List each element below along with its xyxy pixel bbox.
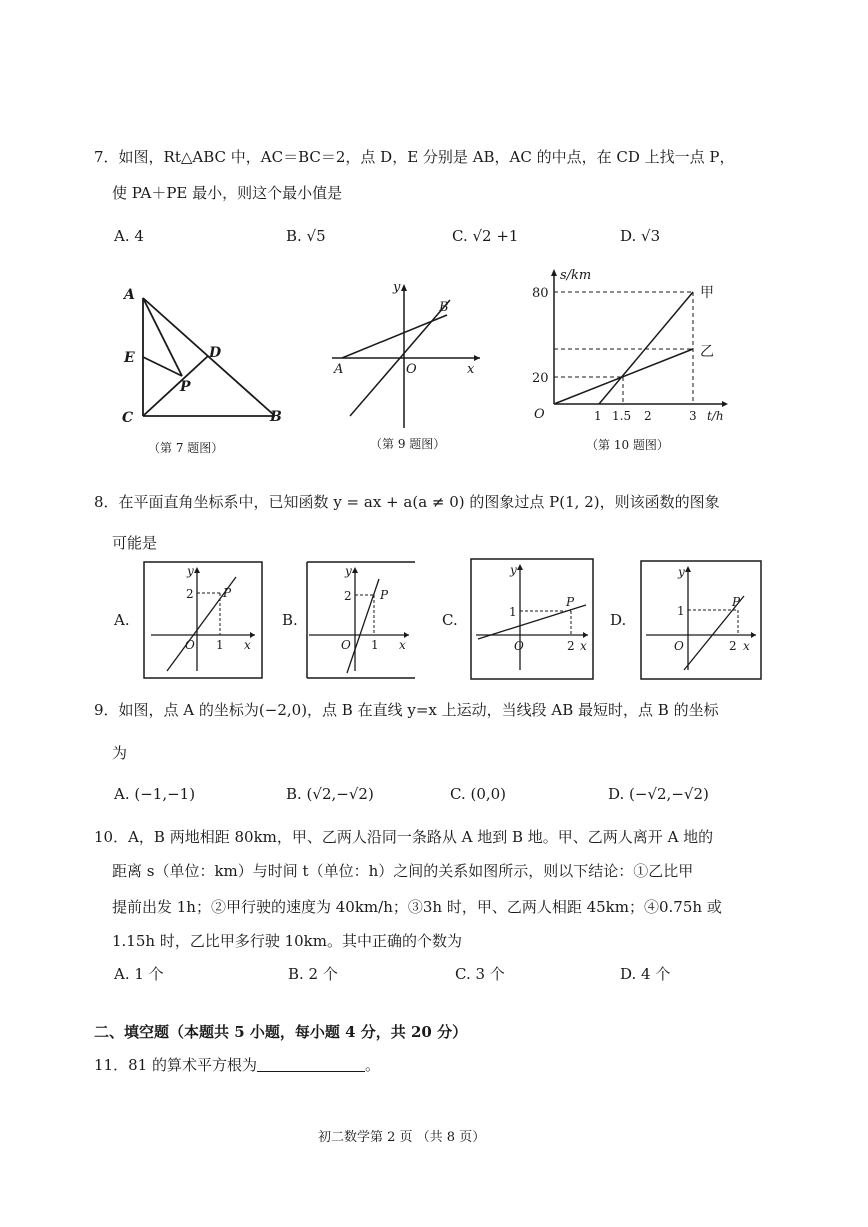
q8a-y-label: y [187, 564, 194, 578]
q8d-o-label: O [674, 639, 684, 653]
q9-line2: 为 [112, 744, 128, 762]
q10-option-c: C. 3 个 [455, 965, 505, 983]
q8-option-d-letter: D. [610, 611, 627, 629]
q8c-x-label: x [580, 639, 587, 653]
fig10-caption: （第 10 题图） [586, 438, 669, 452]
q9-line1: 9．如图，点 A 的坐标为(−2,0)，点 B 在直线 y=x 上运动，当线段 AB 最短时，点 B 的坐标 [94, 701, 719, 719]
fig9-label-x: x [467, 362, 475, 377]
q8-option-c-letter: C. [442, 611, 458, 629]
q7-option-d: D. √3 [620, 227, 661, 245]
page-footer: 初二数学第 2 页 （共 8 页） [318, 1130, 486, 1145]
fig7-label-d: D [209, 345, 222, 361]
fig10-xtick-2: 2 [644, 409, 652, 423]
q8-option-a-graph [143, 561, 263, 679]
figure-9 [326, 278, 491, 463]
q8a-p-label: P [223, 586, 232, 600]
q8-line1: 8．在平面直角坐标系中，已知函数 y = ax + a(a ≠ 0) 的图象过点 P(1, 2)，则该函数的图象 [94, 493, 720, 511]
q8c-p-label: P [566, 595, 575, 609]
q8b-p-label: P [380, 588, 389, 602]
q8-option-a-letter: A. [114, 611, 130, 629]
q10-line1: 10．A，B 两地相距 80km，甲、乙两人沿同一条路从 A 地到 B 地。甲、乙两人离开 A 地的 [94, 828, 714, 846]
fig9-label-o: O [406, 362, 417, 377]
q8d-ytick: 1 [677, 604, 685, 618]
q8b-y-label: y [345, 564, 352, 578]
q10-option-a: A. 1 个 [114, 965, 164, 983]
q8-option-d-graph [640, 560, 762, 680]
fig7-caption: （第 7 题图） [148, 441, 224, 455]
figure-10 [526, 262, 736, 462]
q8-line2: 可能是 [112, 534, 158, 552]
q9-option-a: A. (−1,−1) [114, 785, 196, 803]
q10-option-b: B. 2 个 [288, 965, 338, 983]
fig10-xlabel: t/h [707, 409, 724, 423]
fig9-label-b: B [439, 300, 449, 315]
q8d-y-label: y [678, 565, 685, 579]
q8a-ytick: 2 [186, 587, 194, 601]
q10-line3: 提前出发 1h；②甲行驶的速度为 40km/h；③3h 时，甲、乙两人相距 45km；④0.75h 或 [112, 898, 722, 916]
q9-option-d: D. (−√2,−√2) [608, 785, 709, 803]
q10-line2: 距离 s（单位：km）与时间 t（单位：h）之间的关系如图所示，则以下结论：①乙比甲 [112, 862, 694, 880]
fig10-ytick-20: 20 [532, 371, 549, 386]
q8d-p-label: P [732, 595, 741, 609]
q9-option-b: B. (√2,−√2) [286, 785, 374, 803]
q8-option-b-letter: B. [282, 611, 298, 629]
figure-7 [110, 278, 300, 463]
q8c-y-label: y [510, 563, 517, 577]
fig10-series-yi: 乙 [700, 344, 714, 360]
q8a-o-label: O [185, 638, 195, 652]
q8c-ytick: 1 [509, 605, 517, 619]
q11-answer-blank[interactable] [257, 1057, 365, 1072]
q7-option-c: C. √2 +1 [452, 227, 519, 245]
q8-option-c-graph [470, 558, 594, 680]
fig7-label-c: C [122, 410, 134, 426]
q7-line1: 7．如图，Rt△ABC 中，AC＝BC＝2，点 D，E 分别是 AB，AC 的中点，在 CD 上找一点 P， [94, 148, 735, 166]
q8d-x-label: x [743, 639, 750, 653]
fig9-label-a: A [334, 362, 344, 377]
q7-option-a: A. 4 [114, 227, 144, 245]
q8c-o-label: O [514, 639, 524, 653]
q8b-xtick: 1 [371, 638, 379, 652]
q7-line2: 使 PA＋PE 最小，则这个最小值是 [112, 184, 343, 202]
fig7-label-p: P [180, 379, 191, 395]
q8b-ytick: 2 [344, 589, 352, 603]
fig9-caption: （第 9 题图） [370, 437, 446, 451]
q8c-xtick: 2 [567, 639, 575, 653]
fig10-ytick-80: 80 [532, 286, 549, 301]
fig10-xtick-o: O [534, 407, 545, 422]
fig9-label-y: y [393, 280, 401, 295]
q10-option-d: D. 4 个 [620, 965, 671, 983]
q8b-o-label: O [341, 638, 351, 652]
fig10-xtick-3: 3 [689, 409, 697, 423]
fig10-xtick-1-5: 1.5 [612, 409, 632, 423]
fig7-label-b: B [270, 409, 282, 425]
q11-suffix: 。 [364, 1056, 380, 1074]
q7-option-b: B. √5 [286, 227, 326, 245]
q8a-xtick: 1 [216, 638, 224, 652]
q11 [94, 1054, 380, 1075]
q8a-x-label: x [244, 638, 251, 652]
q9-option-c: C. (0,0) [450, 785, 507, 803]
q11-prefix: 11．81 的算术平方根为 [94, 1056, 257, 1074]
q10-line4: 1.15h 时，乙比甲多行驶 10km。其中正确的个数为 [112, 932, 462, 950]
section-2-heading: 二、填空题（本题共 5 小题，每小题 4 分，共 20 分） [94, 1023, 468, 1041]
q8b-x-label: x [399, 638, 406, 652]
fig10-ylabel: s/km [560, 268, 592, 283]
fig10-xtick-1: 1 [594, 409, 602, 423]
q8-option-b-graph [305, 561, 417, 679]
q8d-xtick: 2 [729, 639, 737, 653]
fig7-label-e: E [124, 350, 135, 366]
fig10-series-jia: 甲 [700, 285, 714, 301]
fig7-label-a: A [124, 287, 135, 303]
